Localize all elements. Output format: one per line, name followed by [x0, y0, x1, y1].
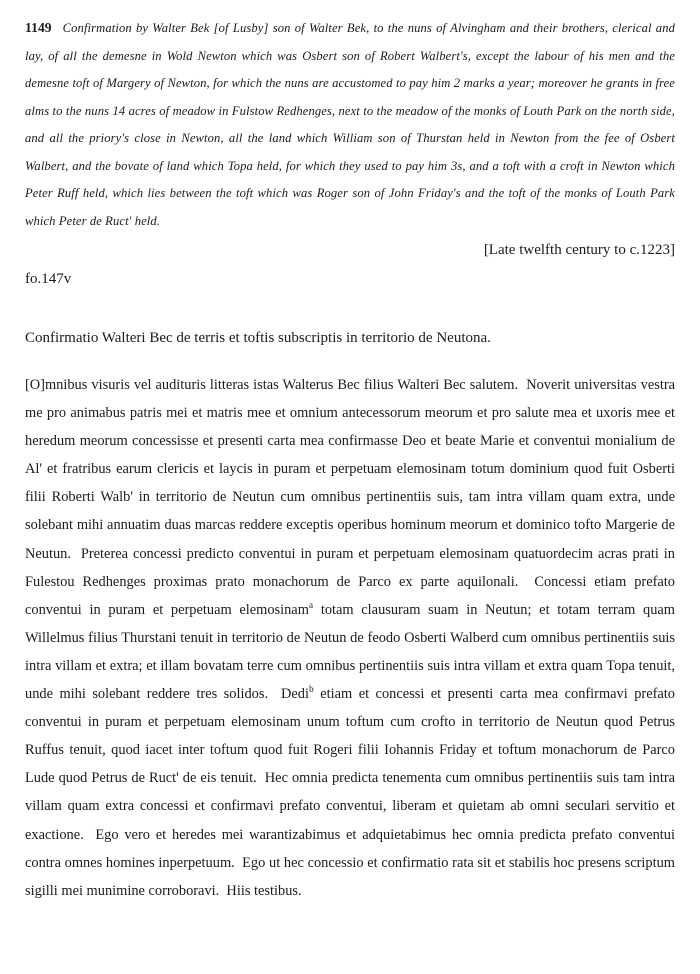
folio-reference: fo.147v: [25, 271, 72, 287]
charter-text: [O]mnibus visuris vel audituris litteras istas Walterus Bec filius Walteri Bec salutem. Noverit universitas vestra me pro animabus patris mei et matris mee et omnium antecessorum meorum et pro salute mea et uxoris mee et heredum meorum concessisse et presenti carta mea confirmasse Deo et beate Marie et conventui monialium de Al' et fratribus earum clericis et laycis in puram et perpetuam elemosinam totum dominium quod fuit Osberti filii Roberti Walb' in territorio de Neutun cum omnibus pertinentiis suis, tam intra villam quam extra, unde solebant mihi annuatim duas marcas reddere exceptis operibus hominum meorum et dominico tofto Margerie de Neutun. Preterea concessi predicto conventui in puram et perpetuam elemosinam quatuordecim acras prati in Fulestou Redhenges proximas prato monachorum de Parco ex parte aquilonali. Concessi etiam prefato conventui in puram et perpetuam elemosinam$^a$ totam clausuram suam in Neutun; et totam terram quam Willelmus filius Thurstani tenuit in territorio de Neutun de feodo Osberti Walberd cum omnibus pertinentiis suis intra villam et extra; et illam bovatam terre cum omnibus pertinentiis suis intra villam et extra quam Topa tenuit, unde mihi solebant reddere tres solidos. Dedi$^b$ etiam et concessi et presenti carta mea confirmavi prefato conventui in puram et perpetuam elemosinam unum toftum cum crofto in territorio de Neutun quod Petrus Ruffus tenuit, quod iacet inter toftum quod fuit Rogeri filii Iohannis Friday et toftum monachorum de Parco Lude quod Petrus de Ruct' de eis tenuit. Hec omnia predicta tenementa cum omnibus pertinentiis suis tam intra villam quam extra concessi et confirmavi prefato conventui, liberam et quietam ab omni seculari servitio et exactione. Ego vero et heredes mei warantizabimus et adquietabimus hec omnia predicta prefato conventui contra omnes homines inperpetuum. Ego ut hec concessio et confirmatio rata sit et stabilis hoc presens scriptum sigilli mei munimine corroboravi. Hiis testibus.: [25, 377, 679, 899]
headnote: [25, 14, 675, 235]
date-attribution: [Late twelfth century to c.1223]: [483, 242, 675, 258]
entry-number: 1149: [25, 20, 52, 35]
rubric-heading: Confirmatio Walteri Bec de terris et toftis subscriptis in territorio de Neutona.: [25, 330, 491, 346]
headnote-summary: Confirmation by Walter Bek [of Lusby] son of Walter Bek, to the nuns of Alvingham and their brothers, clerical and lay, of all the demesne in Wold Newton which was Osbert son of Robert Walbert's, except the labour of his men and the demesne toft of Margery of Newton, for which the nuns are accustomed to pay him 2 marks a year; moreover he grants in free alms to the nuns 14 acres of meadow in Fulstow Redhenges, next to the meadow of the monks of Louth Park on the north side, and all the priory's close in Newton, all the land which William son of Thurstan held in Newton from the fee of Osbert Walbert, and the bovate of land which Topa held, for which they used to pay him 3s, and a toft with a croft in Newton which Peter Ruff held, which lies between the toft which was Roger son of John Friday's and the toft of the monks of Louth Park which Peter de Ruct' held.: [25, 21, 675, 228]
